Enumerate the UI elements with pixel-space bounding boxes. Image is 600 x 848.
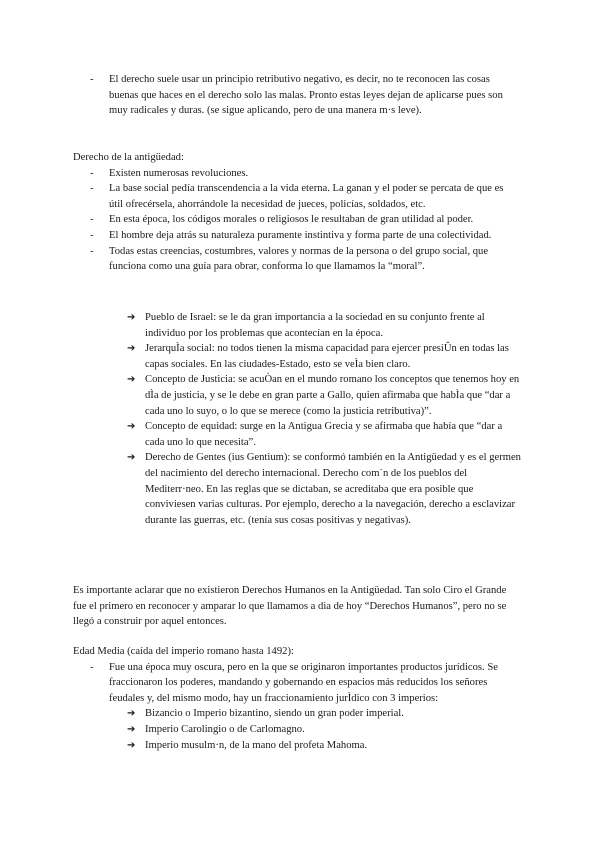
list-item	[0, 181, 600, 212]
section-heading: Edad Media (caída del imperio romano hasta 1492):	[73, 646, 294, 657]
sub-list-item-text: Concepto de equidad: surge en la Antigua Grecia y se afirmaba que había que “dar a cada uno lo que necesita”.	[145, 421, 503, 448]
list-item-text: Existen numerosas revoluciones.	[109, 167, 249, 179]
sub-list-item-text: Pueblo de Israel: se le da gran importancia a la sociedad en su conjunto frente al individuo por los problemas que acontecían en la época.	[145, 312, 485, 339]
sub-list-item	[0, 722, 600, 738]
list-item-text: En esta época, los códigos morales o religiosos le resultaban de gran utilidad al poder.	[109, 214, 474, 226]
paragraph: Es importante aclarar que no existieron Derechos Humanos en la Antigüedad. Tan solo Ciro el Grande fue el primero en reconocer y amparar lo que llamamos a dia de hoy “Derechos Humanos”, pero no se llegó a construir por aquel entonces.	[73, 585, 507, 628]
sub-list-item-text: Concepto de Justicia: se acuÒan en el mundo romano los conceptos que tenemos hoy en dÌa de justicia, y se le debe en gran parte a Gallo, quien afirmaba que habÌa que “dar a cada uno lo suyo, o lo que se merece (como la justicia retributiva)”.	[145, 374, 520, 417]
dash-bullet: -	[90, 214, 94, 226]
arrow-bullet-icon: ➔	[127, 343, 136, 355]
list-item-text: Fue una época muy oscura, pero en la que se originaron importantes productos jurídicos. Se fraccionaron los poderes, mandando y gobernando en espacios más reducidos los señores feudales y, del mismo modo, hay un fraccionamiento jurÌdico con 3 imperios:	[109, 661, 498, 704]
sub-list-item	[0, 419, 600, 450]
list-item-text: El hombre deja atrás su naturaleza puramente instintiva y forma parte de una colectividad.	[109, 229, 492, 241]
sub-list-item-text: Imperio musulm·n, de la mano del profeta Mahoma.	[145, 739, 368, 751]
section-heading: Derecho de la antigüedad:	[73, 152, 184, 163]
list-item	[0, 228, 600, 244]
sub-list-item-text: JerarquÌa social: no todos tienen la misma capacidad para ejercer presiÛn en todas las capas sociales. En las ciudades-Estado, esto se veÌa bien claro.	[145, 343, 509, 370]
dash-bullet: -	[90, 167, 94, 179]
list-item	[0, 244, 600, 275]
list-item-text: La base social pedía transcendencia a la vida eterna. La ganan y el poder se percata de que es útil ofrecérsela, ahorrándole la necesidad de jueces, policías, soldados, etc.	[109, 183, 504, 210]
dash-bullet: -	[90, 229, 94, 241]
sub-list-item	[0, 341, 600, 372]
list-item	[0, 72, 600, 119]
antiguedad-subitems	[0, 310, 600, 528]
arrow-bullet-icon: ➔	[127, 374, 136, 386]
arrow-bullet-icon: ➔	[127, 421, 136, 433]
sub-list-item	[0, 372, 600, 419]
sub-list-item	[0, 738, 600, 754]
sub-list-item-text: Bizancio o Imperio bizantino, siendo un gran poder imperial.	[145, 708, 404, 720]
list-item	[0, 166, 600, 182]
dash-bullet: -	[90, 183, 94, 195]
intro-section	[0, 72, 600, 119]
dash-bullet: -	[90, 245, 94, 257]
arrow-bullet-icon: ➔	[127, 708, 136, 720]
edad-media-section	[0, 644, 600, 753]
list-item	[0, 212, 600, 228]
arrow-bullet-icon: ➔	[127, 452, 136, 464]
sub-list-item	[0, 706, 600, 722]
list-item-text: Todas estas creencias, costumbres, valores y normas de la persona o del grupo social, que funciona como una guía para obrar, conforma lo que llamamos la “moral”.	[109, 245, 489, 273]
paragraph-section	[0, 583, 600, 630]
list-item	[0, 660, 600, 707]
dash-bullet: -	[90, 74, 94, 85]
sub-list-item	[0, 450, 600, 528]
sub-list-item	[0, 310, 600, 341]
arrow-bullet-icon: ➔	[127, 312, 136, 323]
antiguedad-section	[0, 150, 600, 275]
arrow-bullet-icon: ➔	[127, 723, 136, 735]
dash-bullet: -	[90, 661, 94, 673]
list-item-text: El derecho suele usar un principio retributivo negativo, es decir, no te reconocen las cosas buenas que haces en el derecho solo las malas. Pronto estas leyes dejan de aplicarse pues son muy radicales y duras. (se sigue aplicando, pero de una manera m·s leve).	[109, 74, 503, 117]
sub-list-item-text: Imperio Carolingio o de Carlomagno.	[145, 723, 305, 735]
arrow-bullet-icon: ➔	[127, 739, 136, 751]
sub-list-item-text: Derecho de Gentes (ius Gentium): se conformó también en la Antigüedad y es el germen del nacimiento del derecho internacional. Derecho com˙n de los pueblos del Mediterr·neo. En las reglas que se dictaban, se acreditaba que era posible que conviviesen varias culturas. Por ejemplo, derecho a la navegación, derecho a esclavizar durante las guerras, etc. (tenía sus cosas positivas y negativas).	[145, 452, 521, 526]
